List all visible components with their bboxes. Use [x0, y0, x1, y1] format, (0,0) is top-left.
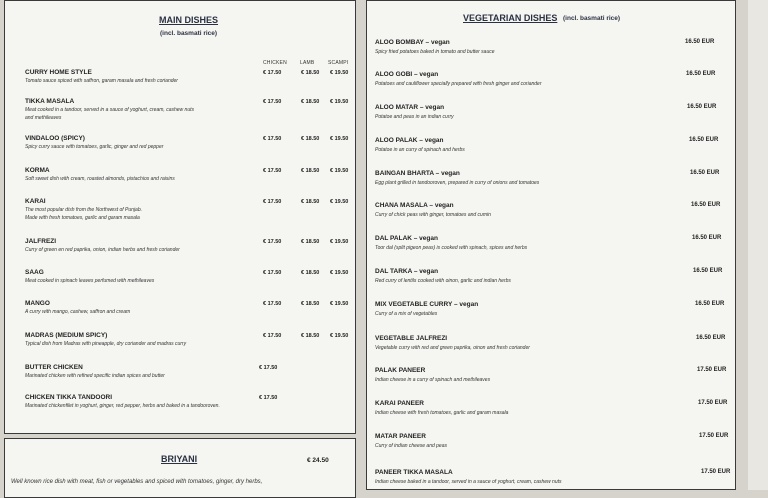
dish-price: € 19.50: [330, 136, 349, 142]
vegetarian-dish-name: DAL PALAK – vegan: [375, 235, 438, 242]
vegetarian-dish-price: 16.50 EUR: [686, 71, 716, 77]
vegetarian-dishes-panel: [366, 0, 736, 490]
dish-name: KORMA: [25, 167, 50, 174]
vegetarian-dish-name: MATAR PANEER: [375, 433, 426, 440]
dish-price: € 19.50: [330, 168, 349, 174]
dish-description: The most popular dish from the Northwest of Punjab.: [25, 207, 143, 213]
vegetarian-title: VEGETARIAN DISHES: [463, 13, 558, 23]
vegetarian-dish-price: 17.50 EUR: [701, 469, 731, 475]
main-dishes-subtitle: (incl. basmati rice): [160, 30, 218, 37]
dish-price: € 18.50: [301, 270, 320, 276]
dish-price: € 17.50: [263, 70, 282, 76]
vegetarian-dish-description: Potatoe and peas in an indian curry: [375, 114, 454, 120]
main-dishes-title: MAIN DISHES: [159, 15, 219, 25]
dish-name: CHICKEN TIKKA TANDOORI: [25, 394, 113, 401]
biryani-title: BRIYANI: [161, 454, 198, 464]
dish-description: Soft sweet dish with cream, roasted almonds, pistachios and raisins: [25, 176, 175, 182]
dish-description: Meat cooked in a tandoor, served in a sauce of yoghurt, cream, cashew nuts: [25, 107, 194, 113]
vegetarian-dish-price: 16.50 EUR: [690, 170, 720, 176]
dish-price: € 18.50: [301, 99, 320, 105]
vegetarian-dish-description: Spicy fried potatoes baked in tomato and butter sauce: [375, 49, 495, 55]
vegetarian-dish-price: 16.50 EUR: [693, 268, 723, 274]
column-header-lamb: LAMB: [300, 60, 315, 66]
vegetarian-dish-description: Toor dal (split pigeon peas) is cooked with spinach, spices and herbs: [375, 245, 528, 251]
vegetarian-dish-description: Indian cheese in a curry of spinach and methileaves: [375, 377, 491, 383]
vegetarian-dish-price: 17.50 EUR: [697, 367, 727, 373]
background-edge: [748, 0, 768, 490]
vegetarian-dish-name: DAL TARKA – vegan: [375, 268, 439, 275]
vegetarian-dish-price: 16.50 EUR: [696, 335, 726, 341]
dish-price: € 18.50: [301, 199, 320, 205]
vegetarian-dish-description: Indian cheese baked in a tandoor, served in a sauce of yoghurt, cream, cashew nuts: [375, 479, 562, 485]
biryani-description: Well known rice dish with meat, fish or vegetables and spiced with tomatoes, ginger, dry herbs,: [11, 479, 263, 485]
biryani-panel: [4, 438, 356, 498]
vegetarian-dish-name: ALOO MATAR – vegan: [375, 104, 445, 111]
dish-price: € 17.50: [263, 301, 282, 307]
vegetarian-dish-description: Potatoe in an curry of spinach and herbs: [375, 147, 465, 153]
dish-description: Tomato sauce spiced with saffron, garam masala and fresh coriander: [25, 78, 178, 84]
dish-name: MADRAS (MEDIUM SPICY): [25, 332, 108, 339]
dish-name: BUTTER CHICKEN: [25, 364, 83, 371]
dish-price: € 19.50: [330, 70, 349, 76]
vegetarian-subtitle: (incl. basmati rice): [563, 15, 621, 22]
vegetarian-dish-name: KARAI PANEER: [375, 400, 424, 407]
vegetarian-dish-price: 16.50 EUR: [685, 39, 715, 45]
vegetarian-dish-description: Vegetable curry with red and green paprika, oinon and fresh coriander: [375, 345, 530, 351]
vegetarian-dish-price: 16.50 EUR: [691, 202, 721, 208]
dish-price: € 17.50: [263, 168, 282, 174]
dish-price: € 19.50: [330, 301, 349, 307]
dish-price: € 19.50: [330, 99, 349, 105]
dish-name: JALFREZI: [25, 238, 57, 245]
dish-price: € 19.50: [330, 333, 349, 339]
biryani-price: € 24.50: [307, 457, 329, 464]
main-dishes-panel: [4, 0, 356, 434]
dish-description: Meat cooked in spinach leaves perfumed with methileaves: [25, 278, 155, 284]
vegetarian-dish-description: Curry of chick peas with ginger, tomatoes and cumin: [375, 212, 491, 218]
dish-price: € 17.50: [263, 99, 282, 105]
vegetarian-dish-description: Curry of indian cheese and peas: [375, 443, 447, 449]
dish-price: € 18.50: [301, 239, 320, 245]
dish-name: KARAI: [25, 198, 46, 205]
vegetarian-dish-description: Egg plant grilled in tandooroven, prepared in curry of onions and tomatoes: [375, 180, 540, 186]
dish-description: Spicy curry sauce with tomatoes, garlic, ginger and red pepper: [25, 144, 164, 150]
vegetarian-dish-description: Indian cheese with fresh tomatoes, garlic and garam masala: [375, 410, 509, 416]
vegetarian-dish-price: 16.50 EUR: [687, 104, 717, 110]
dish-price: € 18.50: [301, 333, 320, 339]
dish-price: € 17.50: [263, 239, 282, 245]
dish-price: € 18.50: [301, 70, 320, 76]
dish-description: Marinated chicken with refined specific indian spices and butter: [25, 373, 165, 379]
dish-price: € 17.50: [259, 365, 278, 371]
dish-description: Typical dish from Madras with pineapple, dry coriander and madras curry: [25, 341, 187, 347]
vegetarian-dish-name: PANEER TIKKA MASALA: [375, 469, 453, 476]
vegetarian-dish-name: MIX VEGETABLE CURRY – vegan: [375, 301, 479, 308]
vegetarian-dish-description: Curry of a mix of vegetables: [375, 311, 438, 317]
dish-price: € 17.50: [263, 136, 282, 142]
dish-description: Made with fresh tomatoes, garlic and garam masala: [25, 215, 140, 221]
vegetarian-dish-name: PALAK PANEER: [375, 367, 426, 374]
dish-name: CURRY HOME STYLE: [25, 69, 92, 76]
dish-price: € 18.50: [301, 136, 320, 142]
dish-description: Curry of green en red paprika, onion, indian herbs and fresh coriander: [25, 247, 180, 253]
dish-description: Marinated chickenfilet in yoghurt, ginger, red pepper, herbs and baked in a tandooroven.: [25, 403, 220, 409]
vegetarian-dish-name: ALOO BOMBAY – vegan: [375, 39, 450, 46]
dish-price: € 19.50: [330, 270, 349, 276]
vegetarian-dish-price: 16.50 EUR: [695, 301, 725, 307]
dish-name: MANGO: [25, 300, 50, 307]
dish-description: A curry with mango, cashew, saffron and cream: [25, 309, 131, 315]
vegetarian-dish-price: 16.50 EUR: [689, 137, 719, 143]
vegetarian-dish-name: ALOO GOBI – vegan: [375, 71, 439, 78]
dish-price: € 17.50: [259, 395, 278, 401]
dish-price: € 18.50: [301, 301, 320, 307]
column-header-scampi: SCAMPI: [328, 60, 349, 66]
dish-name: TIKKA MASALA: [25, 98, 75, 105]
dish-price: € 17.50: [263, 270, 282, 276]
dish-price: € 17.50: [263, 333, 282, 339]
dish-price: € 17.50: [263, 199, 282, 205]
vegetarian-dish-price: 17.50 EUR: [699, 433, 729, 439]
dish-price: € 18.50: [301, 168, 320, 174]
column-header-chicken: CHICKEN: [263, 60, 287, 66]
dish-name: VINDALOO (SPICY): [25, 135, 85, 142]
vegetarian-dish-price: 16.50 EUR: [692, 235, 722, 241]
dish-price: € 19.50: [330, 199, 349, 205]
vegetarian-dish-price: 17.50 EUR: [698, 400, 728, 406]
vegetarian-dish-description: Red curry of lentils cooked with oinon, garlic and indian herbs: [375, 278, 511, 284]
vegetarian-dish-name: ALOO PALAK – vegan: [375, 137, 444, 144]
dish-name: SAAG: [25, 269, 44, 276]
dish-price: € 19.50: [330, 239, 349, 245]
dish-description: and methileaves: [25, 115, 62, 121]
vegetarian-dish-name: VEGETABLE JALFREZI: [375, 335, 448, 342]
vegetarian-dish-name: BAINGAN BHARTA – vegan: [375, 170, 460, 177]
vegetarian-dish-description: Potatoes and cauliflower specially prepared with fresh ginger and coriander: [375, 81, 542, 87]
vegetarian-dish-name: CHANA MASALA – vegan: [375, 202, 454, 209]
